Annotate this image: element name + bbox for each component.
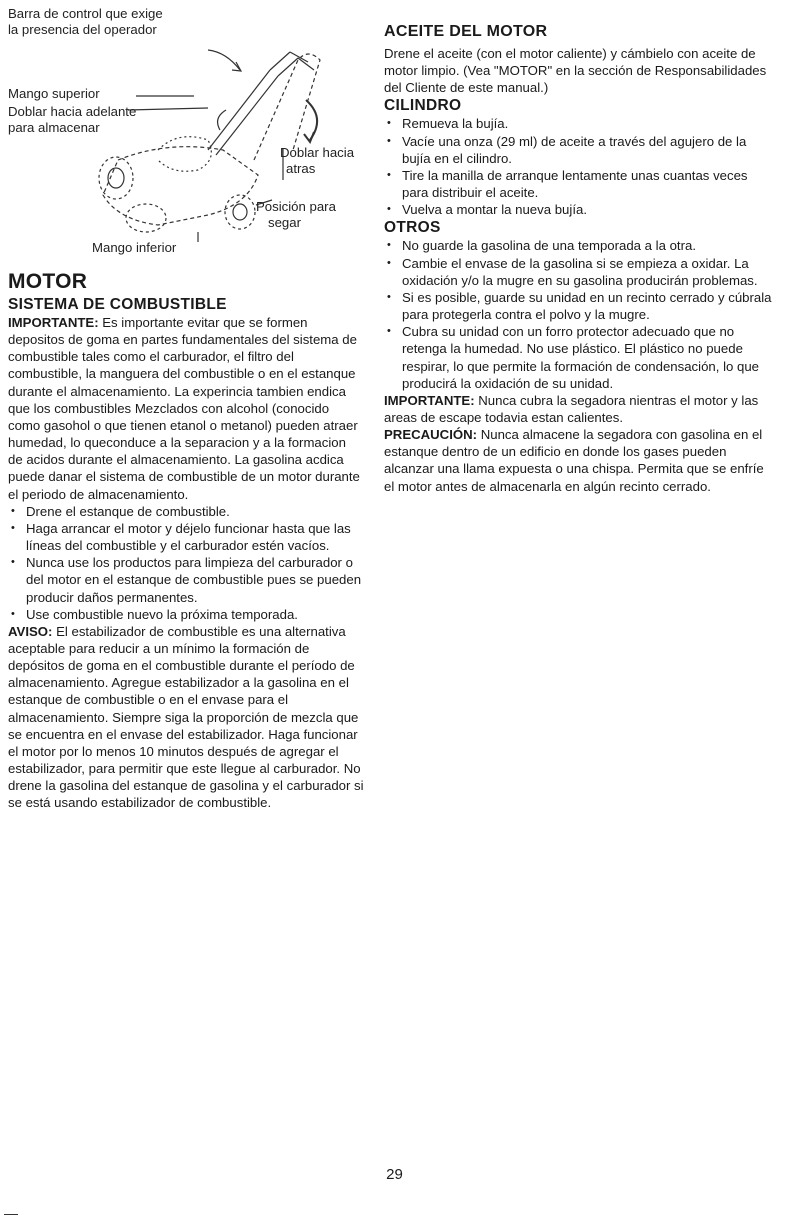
cylinder-heading: CILINDRO	[384, 97, 462, 115]
storage-caution-paragraph: PRECAUCIÓN: Nunca almacene la segadora con gasolina en el estanque dentro de un edificio en donde los gases pueden alcanzar una llama expuesta o una chispa. Permita que se enfríe el motor antes de almacenarla en algún recinto cerrado.	[384, 427, 764, 494]
others-bullet-list	[384, 237, 776, 391]
fuel-notice-paragraph: AVISO: El estabilizador de combustible es una alternativa aceptable para reducir a un mínimo la formación de depósitos de goma en el combustible durante el período de almacenamiento. Agregue estabilizador a la gasolina en el estanque de combustible o en el envase para el almacenamiento. Siempre siga la proporción de mezcla que se encuentra en el envase del estabilizador. Haga funcionar el motor por lo menos 10 minutos después de agregar el estabilizador, para permitir que este llegue al carburador. No drene la gasolina del estanque de gasolina y el carburador si se está usando estabilizador de combustible.	[8, 623, 364, 811]
engine-oil-paragraph: Drene el aceite (con el motor caliente) y cámbielo con aceite de motor limpio. (Vea "MOTOR" en la sección de Responsabilidades del Cliente de este manual.)	[384, 46, 767, 96]
section-title-motor: MOTOR	[8, 270, 88, 293]
label-mow-position: Posición para segar	[256, 199, 336, 230]
storage-important-paragraph: IMPORTANTE: Nunca cubra la segadora nientras el motor y las areas de escape todavia estan calientes.	[384, 392, 759, 425]
right-content	[384, 22, 776, 495]
label-upper-handle: Mango superior	[8, 86, 100, 101]
label-control-bar: Barra de control que exige la presencia del operador	[8, 6, 163, 37]
label-fold-back: Doblar hacia atras	[280, 145, 355, 176]
label-fold-forward: Doblar hacia adelante para almacenar	[8, 104, 137, 135]
fuel-important-paragraph: IMPORTANTE: Es importante evitar que se formen depositos de goma en partes fundamentales del sistema de combustible tales como el carburador, el filtro del combustible, la manguera del combustible o en el estanque durante el almacenamiento. La experincia tambien endica que los combustibles Mezclados con alcohol (conocido como gasohol o que tienen etanol o metanol) pueden atraer humedad, lo queconduce a la separacion y a la formacion de acidos durante el almacenamiento. La gasolina acdica puede danar el sistema de combustible de un motor durante el periodo de almacenamiento.	[8, 315, 360, 502]
cylinder-bullet-list	[384, 115, 776, 218]
label-lower-handle: Mango inferior	[92, 240, 177, 255]
list-item: • Use combustible nuevo la próxima temporada.	[8, 606, 364, 623]
list-item: • No guarde la gasolina de una temporada a la otra.	[384, 237, 776, 254]
list-item: • Nunca use los productos para limpieza del carburador o del motor en el estanque de combustible pues se pueden producir daños permanentes.	[8, 554, 364, 605]
engine-oil-heading: ACEITE DEL MOTOR	[384, 23, 548, 40]
list-item: • Cubra su unidad con un forro protector adecuado que no retenga la humedad. No use plástico. El plástico no puede respirar, lo que permite la formación de condensación, lo que producirá la oxidación de su unidad.	[384, 323, 776, 392]
fuel-system-section	[8, 295, 364, 812]
list-item: • Vacíe una onza (29 ml) de aceite a través del agujero de la bujía en el cilindro.	[384, 133, 776, 167]
list-item: • Drene el estanque de combustible.	[8, 503, 364, 520]
list-item: • Si es posible, guarde su unidad en un recinto cerrado y cúbrala para protegerla contra el polvo y la mugre.	[384, 289, 776, 323]
list-item: • Tire la manilla de arranque lentamente unas cuantas veces para distribuir el aceite.	[384, 167, 776, 201]
others-heading: OTROS	[384, 219, 441, 237]
list-item: • Vuelva a montar la nueva bujía.	[384, 201, 776, 218]
list-item: • Remueva la bujía.	[384, 115, 776, 132]
fuel-system-heading: SISTEMA DE COMBUSTIBLE	[8, 296, 227, 313]
corner-mark	[4, 1214, 18, 1215]
list-item: • Haga arrancar el motor y déjelo funcionar hasta que las líneas del combustible y el carburador estén vacíos.	[8, 520, 364, 554]
list-item: • Cambie el envase de la gasolina si se empieza a oxidar. La oxidación y/o la mugre en su gasolina producirán problemas.	[384, 255, 776, 289]
fuel-bullet-list	[8, 503, 364, 623]
handle-position-figure	[8, 0, 364, 262]
page-number: 29	[386, 1166, 403, 1183]
